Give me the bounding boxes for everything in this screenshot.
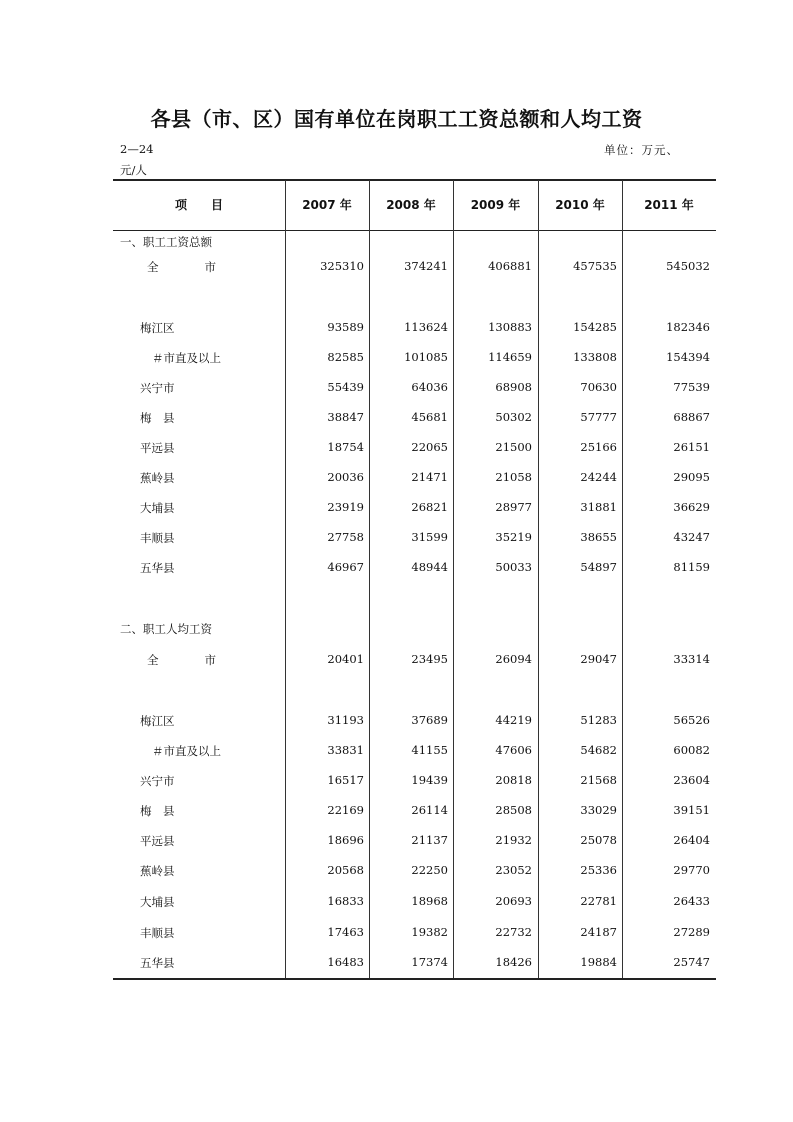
cell-value: 28508 [495,803,532,817]
row-label: ＃市直及以上 [152,351,221,365]
table-row [113,350,716,372]
cell-value: 18696 [327,833,364,847]
cell-value: 22250 [411,863,448,877]
table-row [113,320,716,342]
cell-value: 56526 [673,713,710,727]
row-label: 全 市 [147,653,216,667]
header-year-2011: 2011 年 [644,198,694,212]
cell-value: 21500 [495,440,532,454]
cell-value: 25747 [673,955,710,969]
cell-value: 154394 [666,350,710,364]
cell-value: 24187 [580,925,617,939]
cell-value: 21058 [495,470,532,484]
header-year-2007: 2007 年 [302,198,352,212]
cell-value: 23495 [411,652,448,666]
cell-value: 101085 [404,350,448,364]
cell-value: 38847 [327,410,364,424]
cell-value: 17463 [327,925,364,939]
table-row [113,500,716,522]
cell-value: 82585 [327,350,364,364]
table-row [113,803,716,825]
cell-value: 33831 [327,743,364,757]
page-title: 各县（市、区）国有单位在岗职工工资总额和人均工资 [150,107,643,131]
table-number: 2—24 [120,142,154,156]
cell-value: 26433 [673,894,710,908]
cell-value: 81159 [673,560,710,574]
cell-value: 31193 [327,713,364,727]
section-title: 二、职工人均工资 [120,622,212,636]
table-row [113,470,716,492]
unit-label: 单位：万元、 [604,143,679,157]
section-title: 一、职工工资总额 [120,235,212,249]
cell-value: 57777 [580,410,617,424]
cell-value: 19439 [411,773,448,787]
cell-value: 19382 [411,925,448,939]
cell-value: 33314 [673,652,710,666]
header-year-2010: 2010 年 [555,198,605,212]
cell-value: 133808 [573,350,617,364]
cell-value: 44219 [495,713,532,727]
cell-value: 22732 [495,925,532,939]
row-label: 兴宁市 [140,774,175,788]
unit-label-continued: 元/人 [120,163,147,177]
table-row [113,440,716,462]
row-label: 梅 县 [140,411,175,425]
table-row [113,410,716,432]
table-row [113,530,716,552]
cell-value: 325310 [320,259,364,273]
table-row [113,743,716,765]
cell-value: 16833 [327,894,364,908]
cell-value: 20693 [495,894,532,908]
cell-value: 70630 [580,380,617,394]
cell-value: 26821 [411,500,448,514]
cell-value: 20818 [495,773,532,787]
cell-value: 47606 [495,743,532,757]
table-row [113,955,716,977]
row-label: 大埔县 [140,895,175,909]
cell-value: 39151 [673,803,710,817]
cell-value: 51283 [580,713,617,727]
cell-value: 54897 [580,560,617,574]
cell-value: 182346 [666,320,710,334]
header-year-2008: 2008 年 [386,198,436,212]
cell-value: 55439 [327,380,364,394]
cell-value: 93589 [327,320,364,334]
cell-value: 46967 [327,560,364,574]
cell-value: 457535 [573,259,617,273]
cell-value: 60082 [673,743,710,757]
row-label: 兴宁市 [140,381,175,395]
cell-value: 374241 [404,259,448,273]
row-label: 梅 县 [140,804,175,818]
cell-value: 27289 [673,925,710,939]
row-label: 五华县 [140,956,175,970]
cell-value: 25166 [580,440,617,454]
cell-value: 45681 [411,410,448,424]
cell-value: 21137 [411,833,448,847]
table-row [113,925,716,947]
cell-value: 23052 [495,863,532,877]
cell-value: 23604 [673,773,710,787]
row-label: 全 市 [147,260,216,274]
row-label: 蕉岭县 [140,471,175,485]
cell-value: 26151 [673,440,710,454]
cell-value: 27758 [327,530,364,544]
cell-value: 20401 [327,652,364,666]
table-row [113,833,716,855]
cell-value: 23919 [327,500,364,514]
section1-title-row [113,234,716,256]
cell-value: 26094 [495,652,532,666]
cell-value: 38655 [580,530,617,544]
cell-value: 16483 [327,955,364,969]
row-label: 五华县 [140,561,175,575]
table-row [113,773,716,795]
table-row [113,259,716,281]
cell-value: 33029 [580,803,617,817]
cell-value: 545032 [666,259,710,273]
row-label: 大埔县 [140,501,175,515]
table-row [113,380,716,402]
header-item: 项 目 [174,198,223,212]
header-year-2009: 2009 年 [470,198,521,212]
table-row [113,713,716,735]
cell-value: 41155 [411,743,448,757]
cell-value: 114659 [488,350,532,364]
table-row [113,652,716,674]
cell-value: 22065 [411,440,448,454]
cell-value: 37689 [411,713,448,727]
cell-value: 18754 [327,440,364,454]
cell-value: 48944 [411,560,448,574]
cell-value: 22169 [327,803,364,817]
cell-value: 21568 [580,773,617,787]
cell-value: 68908 [495,380,532,394]
cell-value: 29095 [673,470,710,484]
table-row [113,894,716,916]
row-label: 平远县 [140,834,175,848]
cell-value: 64036 [411,380,448,394]
cell-value: 77539 [673,380,710,394]
cell-value: 20036 [327,470,364,484]
cell-value: 54682 [580,743,617,757]
row-label: ＃市直及以上 [152,744,221,758]
header-bottom-rule [113,230,716,231]
cell-value: 29770 [673,863,710,877]
cell-value: 24244 [580,470,617,484]
cell-value: 17374 [411,955,448,969]
cell-value: 18968 [411,894,448,908]
cell-value: 154285 [573,320,617,334]
cell-value: 25078 [580,833,617,847]
cell-value: 16517 [327,773,364,787]
cell-value: 68867 [673,410,710,424]
cell-value: 25336 [580,863,617,877]
cell-value: 18426 [495,955,532,969]
cell-value: 50033 [495,560,532,574]
row-label: 平远县 [140,441,175,455]
row-label: 蕉岭县 [140,864,175,878]
cell-value: 29047 [580,652,617,666]
section2-title-row [113,621,716,643]
row-label: 梅江区 [140,714,175,728]
row-label: 梅江区 [140,321,175,335]
cell-value: 21932 [495,833,532,847]
cell-value: 113624 [404,320,448,334]
table-bottom-rule [113,978,716,980]
cell-value: 19884 [580,955,617,969]
cell-value: 31881 [580,500,617,514]
table-row [113,560,716,582]
cell-value: 20568 [327,863,364,877]
row-label: 丰顺县 [140,531,175,545]
cell-value: 22781 [580,894,617,908]
table-row [113,863,716,885]
cell-value: 406881 [488,259,532,273]
cell-value: 26404 [673,833,710,847]
cell-value: 35219 [495,530,532,544]
cell-value: 36629 [673,500,710,514]
cell-value: 130883 [488,320,532,334]
cell-value: 28977 [495,500,532,514]
cell-value: 43247 [673,530,710,544]
cell-value: 26114 [411,803,448,817]
cell-value: 31599 [411,530,448,544]
row-label: 丰顺县 [140,926,175,940]
cell-value: 21471 [411,470,448,484]
cell-value: 50302 [495,410,532,424]
